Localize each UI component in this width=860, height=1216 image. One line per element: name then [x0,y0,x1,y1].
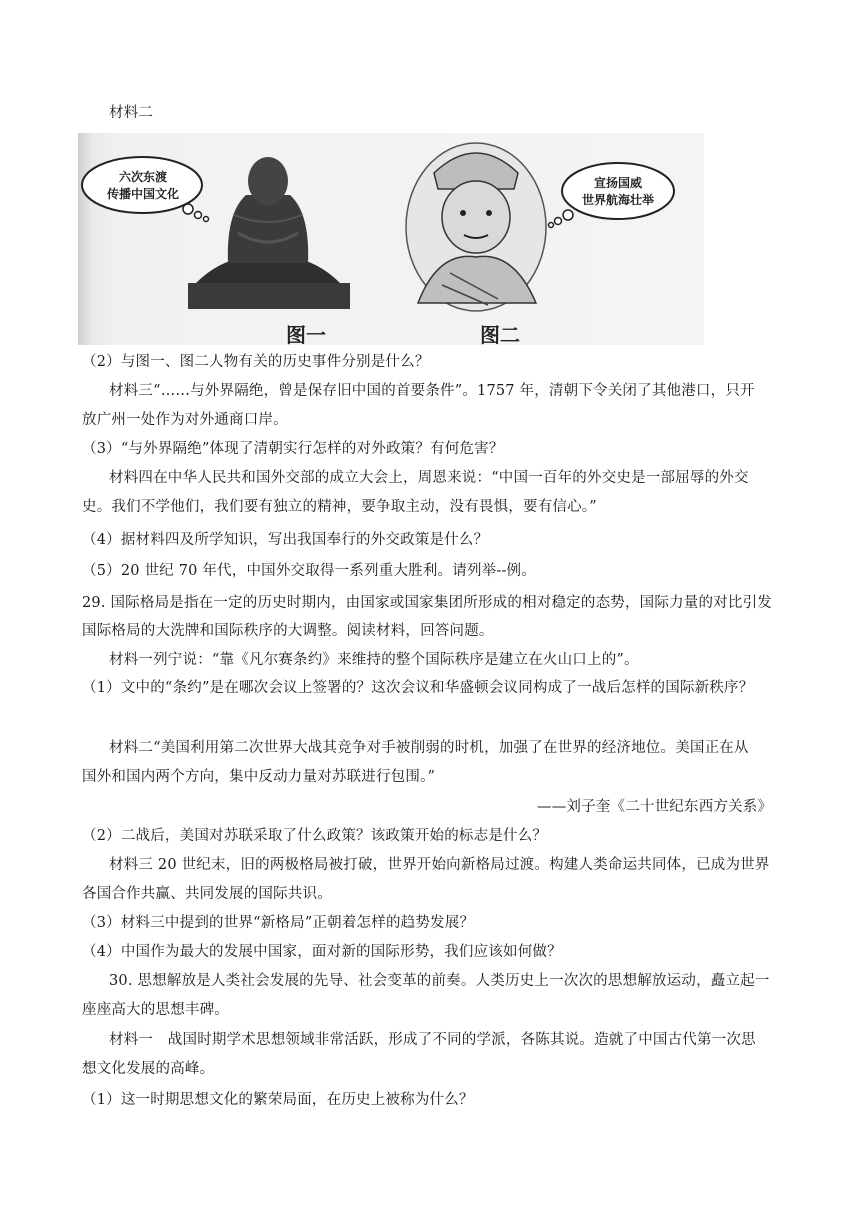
q30-material-1-line-2: 想文化发展的高峰。 [82,1061,215,1077]
question-5: （5）20 世纪 70 年代，中国外交取得一系列重大胜利。请列举--例。 [82,563,536,579]
bubble-2-line-1: 宣扬国威 [593,176,642,190]
figure-images [78,133,704,345]
bubble-2-text [572,175,664,209]
q29-question-2: （2）二战后，美国对苏联采取了什么政策？该政策开始的标志是什么？ [82,828,548,844]
bubble-1-line-1: 六次东渡 [118,170,167,184]
q29-material-2-line-2: 国外和国内两个方向，集中反动力量对苏联进行包围。” [82,769,436,785]
material-4-line-2: 史。我们不学他们，我们要有独立的精神，要争取主动，没有畏惧，要有信心。” [82,499,597,515]
material-4-line-1: 材料四在中华人民共和国外交部的成立大会上，周恩来说：“中国一百年的外交史是一部屈辱的外交 [109,470,749,486]
question-30-intro-line-1: 30. 思想解放是人类社会发展的先导、社会变革的前奏。人类历史上一次次的思想解放运动，矗立起一 [109,973,770,989]
figure-2-caption: 图二 [480,323,520,345]
q29-material-1: 材料一列宁说：“靠《凡尔赛条约》来维持的整个国际秩序是建立在火山口上的”。 [109,652,639,668]
figure-1-caption: 图一 [286,323,326,345]
material-2-label: 材料二 [109,105,154,121]
material-3-line-1: 材料三“……与外界隔绝，曾是保存旧中国的首要条件”。1757 年，清朝下令关闭了其他港口，只开 [109,383,755,399]
material-3-line-2: 放广州一处作为对外通商口岸。 [82,412,288,428]
bubble-2-line-2: 世界航海壮举 [581,193,654,207]
question-29-intro-line-2: 国际格局的大洗牌和国际秩序的大调整。阅读材料，回答问题。 [82,623,494,639]
bubble-1-text [98,169,188,203]
q29-question-1: （1）文中的“条约”是在哪次会议上签署的？这次会议和华盛顿会议同构成了一战后怎样的国际新秩序？ [82,680,754,696]
q29-material-2-source: ——刘子奎《二十世纪东西方关系》 [537,799,773,815]
q29-material-2-line-1: 材料二“美国利用第二次世界大战其竞争对手被削弱的时机，加强了在世界的经济地位。美国正在从 [109,740,749,756]
question-30-intro-line-2: 座座高大的思想丰碑。 [82,1002,229,1018]
q30-question-1: （1）这一时期思想文化的繁荣局面，在历史上被称为什么？ [82,1092,474,1108]
question-3: （3）“与外界隔绝”体现了清朝实行怎样的对外政策？有何危害？ [82,441,504,457]
q29-material-3-line-2: 各国合作共赢、共同发展的国际共识。 [82,886,332,902]
q30-material-1-line-1: 材料一 战国时期学术思想领域非常活跃，形成了不同的学派，各陈其说。造就了中国古代第一次思 [109,1032,756,1048]
question-29-intro-line-1: 29. 国际格局是指在一定的历史时期内，由国家或国家集团所形成的相对稳定的态势，国际力量的对比引发 [82,595,772,611]
q29-question-4: （4）中国作为最大的发展中国家，面对新的国际形势，我们应该如何做？ [82,944,562,960]
bubble-1-line-2: 传播中国文化 [106,187,179,201]
q29-material-3-line-1: 材料三 20 世纪末，旧的两极格局被打破，世界开始向新格局过渡。构建人类命运共同体，已成为世界 [109,857,770,873]
q29-question-3: （3）材料三中提到的世界“新格局”正朝着怎样的趋势发展？ [82,915,475,931]
monk-statue-image [188,157,350,309]
question-2: （2）与图一、图二人物有关的历史事件分别是什么？ [82,354,430,370]
zheng-he-portrait-image [406,143,546,311]
question-4: （4）据材料四及所学知识，写出我国奉行的外交政策是什么？ [82,532,489,548]
figure-illustration [78,133,704,345]
